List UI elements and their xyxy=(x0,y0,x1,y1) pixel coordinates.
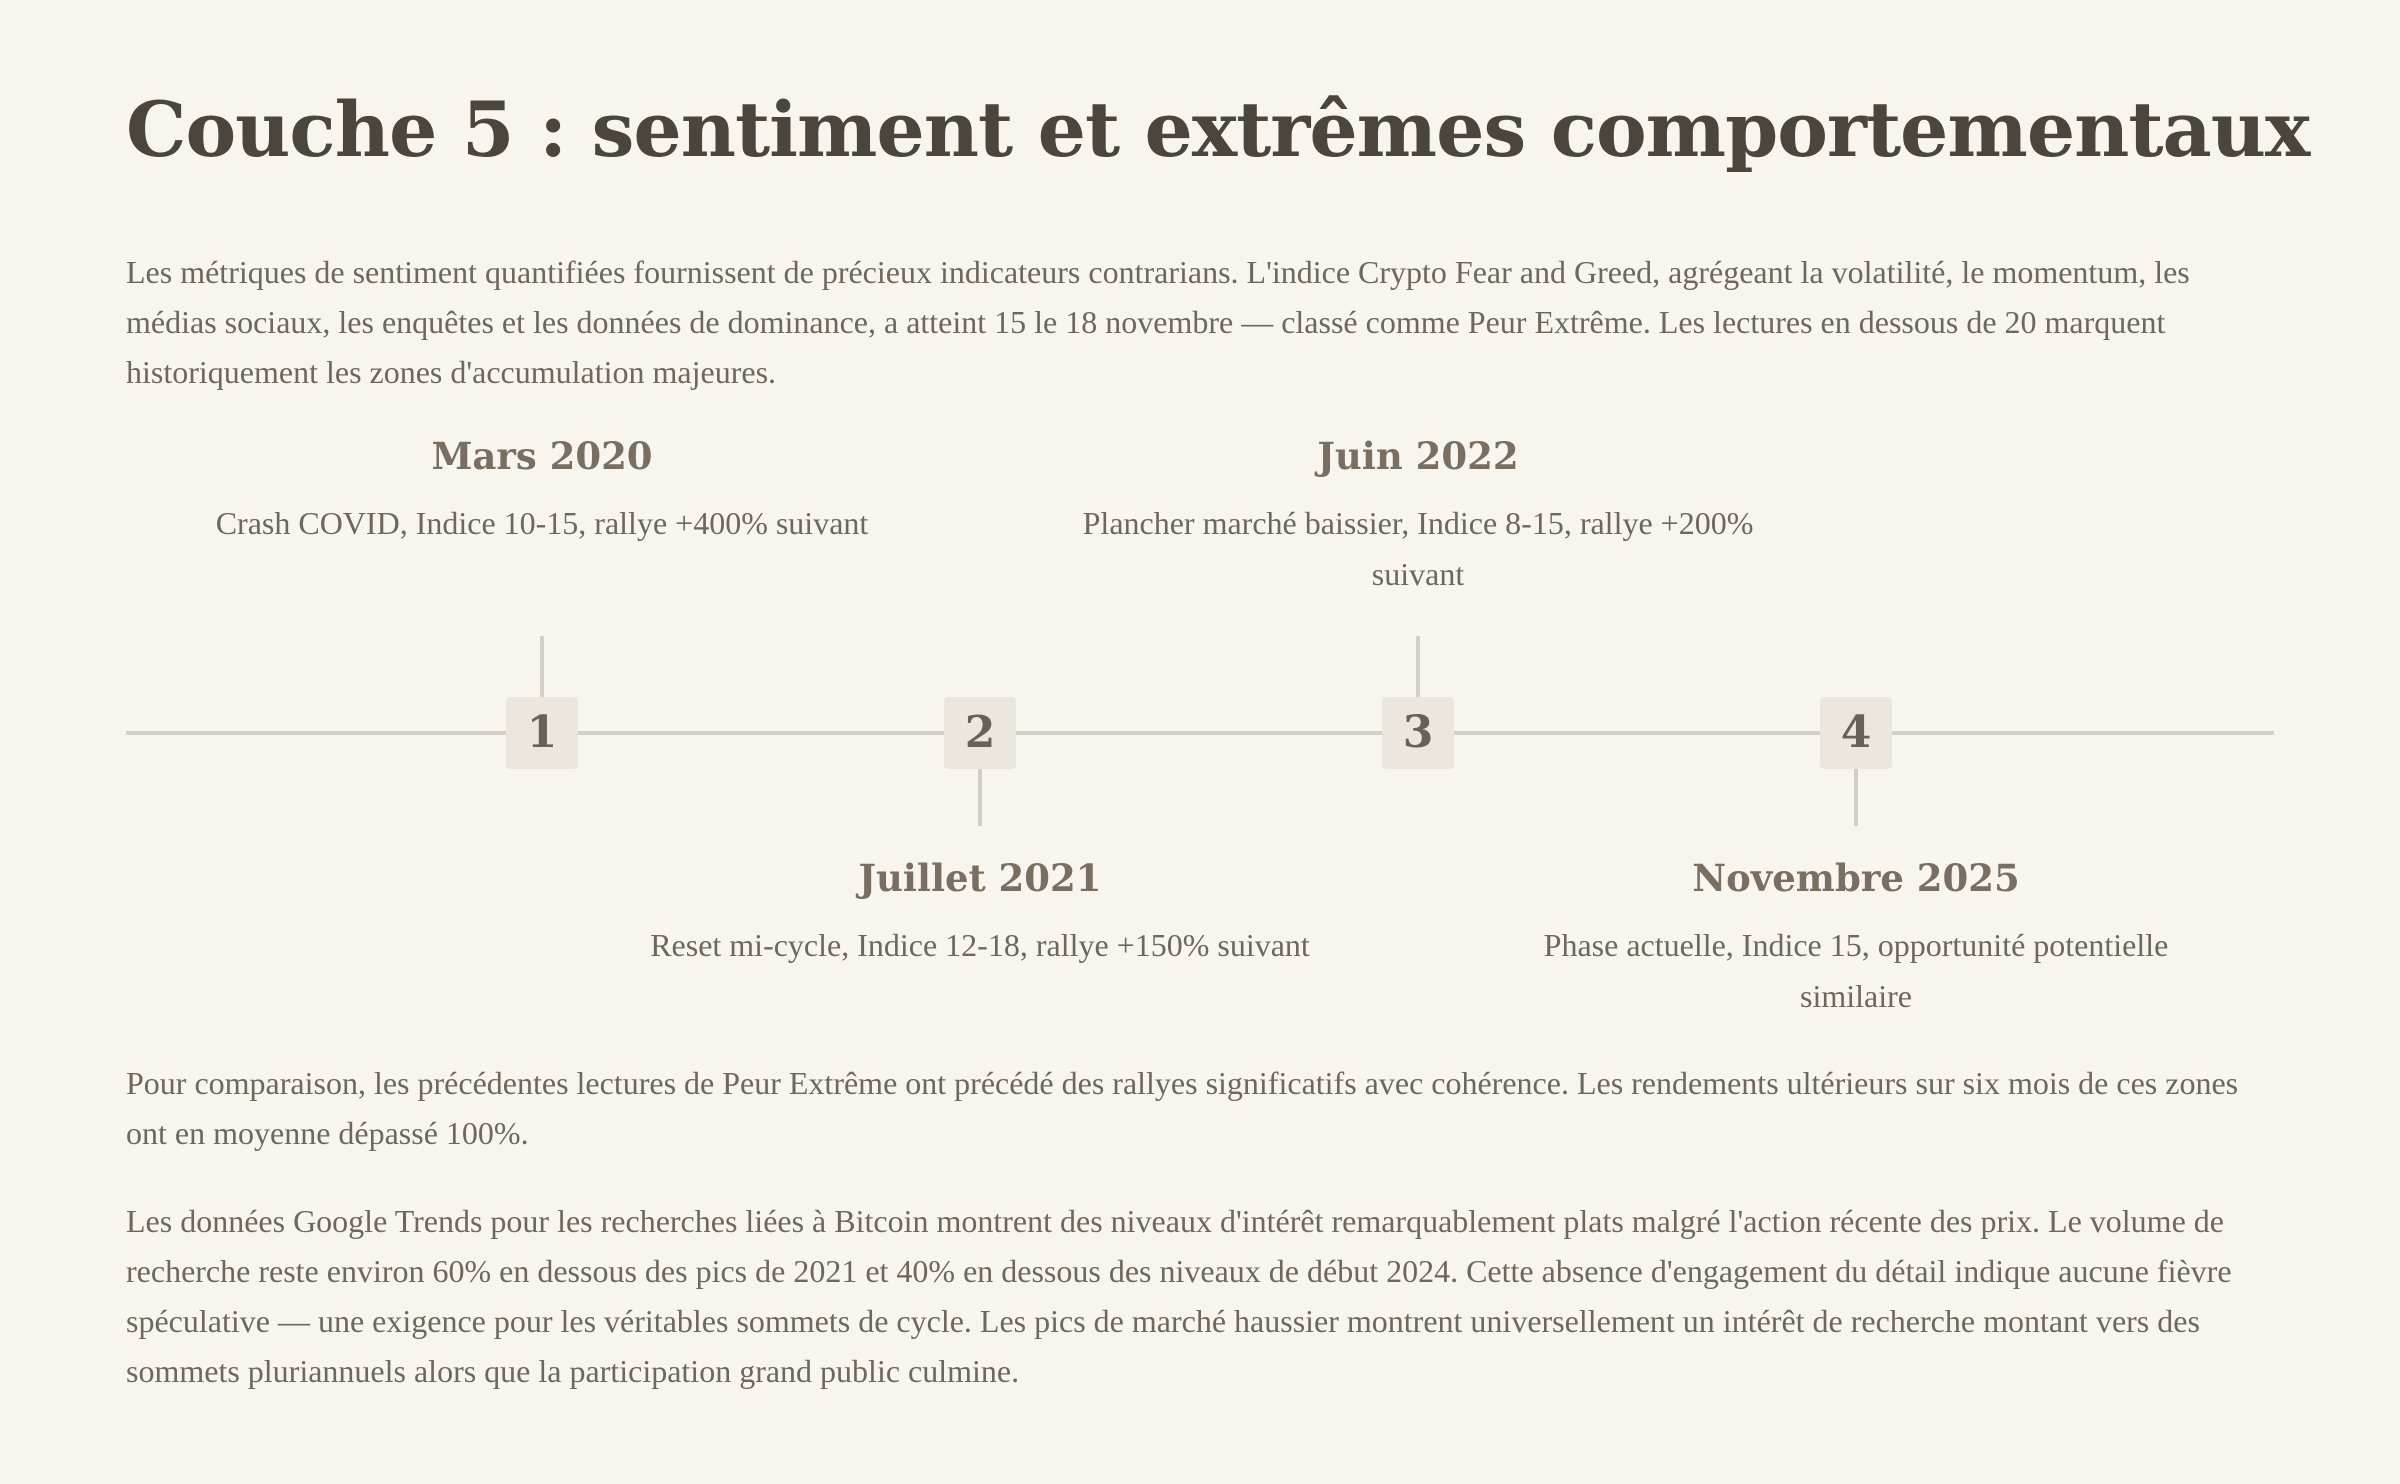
timeline-connector-2 xyxy=(978,769,982,826)
timeline-marker-3: 3 xyxy=(1382,697,1454,769)
timeline-axis xyxy=(126,731,2274,735)
event-title: Juillet 2021 xyxy=(858,856,1102,900)
article xyxy=(126,0,2310,1484)
event-title: Mars 2020 xyxy=(431,434,653,478)
page-title: Couche 5 : sentiment et extrêmes comportementaux xyxy=(126,85,2310,174)
timeline-marker-2: 2 xyxy=(944,697,1016,769)
timeline-marker-1: 1 xyxy=(506,697,578,769)
timeline-connector-3 xyxy=(1416,636,1420,697)
timeline-event-4 xyxy=(1476,852,2236,1022)
timeline-event-2 xyxy=(600,852,1360,971)
google-trends-paragraph: Les données Google Trends pour les recherches liées à Bitcoin montrent des niveaux d'intérêt remarquablement plats malgré l'action récente des prix. Le volume de recherche reste environ 60% en dessous des pics de 2021 et 40% en dessous des niveaux de début 2024. Cette absence d'engagement du détail indique aucune fièvre spéculative — une exigence pour les véritables sommets de cycle. Les pics de marché haussier montrent universellement un intérêt de recherche montant vers des sommets pluriannuels alors que la participation grand public culmine. xyxy=(126,1203,2232,1389)
comparison-paragraph: Pour comparaison, les précédentes lectures de Peur Extrême ont précédé des rallyes significatifs avec cohérence. Les rendements ultérieurs sur six mois de ces zones ont en moyenne dépassé 100%. xyxy=(126,1065,2239,1151)
intro-paragraph: Les métriques de sentiment quantifiées fournissent de précieux indicateurs contrarians. L'indice Crypto Fear and Greed, agrégeant la volatilité, le momentum, les médias sociaux, les enquêtes et les données de dominance, a atteint 15 le 18 novembre — classé comme Peur Extrême. Les lectures en dessous de 20 marquent historiquement les zones d'accumulation majeures. xyxy=(126,254,2190,390)
timeline-event-3 xyxy=(1038,430,1798,600)
event-description: Reset mi-cycle, Indice 12-18, rallye +150% suivant xyxy=(650,927,1310,963)
event-title: Novembre 2025 xyxy=(1692,856,2020,900)
event-description: Crash COVID, Indice 10-15, rallye +400% suivant xyxy=(215,505,869,541)
timeline-marker-4: 4 xyxy=(1820,697,1892,769)
event-description: Plancher marché baissier, Indice 8-15, rallye +200% suivant xyxy=(1082,505,1754,592)
timeline-connector-1 xyxy=(540,636,544,697)
sentiment-timeline xyxy=(126,420,2274,1040)
timeline-event-1 xyxy=(162,430,922,549)
event-description: Phase actuelle, Indice 15, opportunité potentielle similaire xyxy=(1543,927,2169,1014)
timeline-connector-4 xyxy=(1854,769,1858,826)
event-title: Juin 2022 xyxy=(1317,434,1519,478)
